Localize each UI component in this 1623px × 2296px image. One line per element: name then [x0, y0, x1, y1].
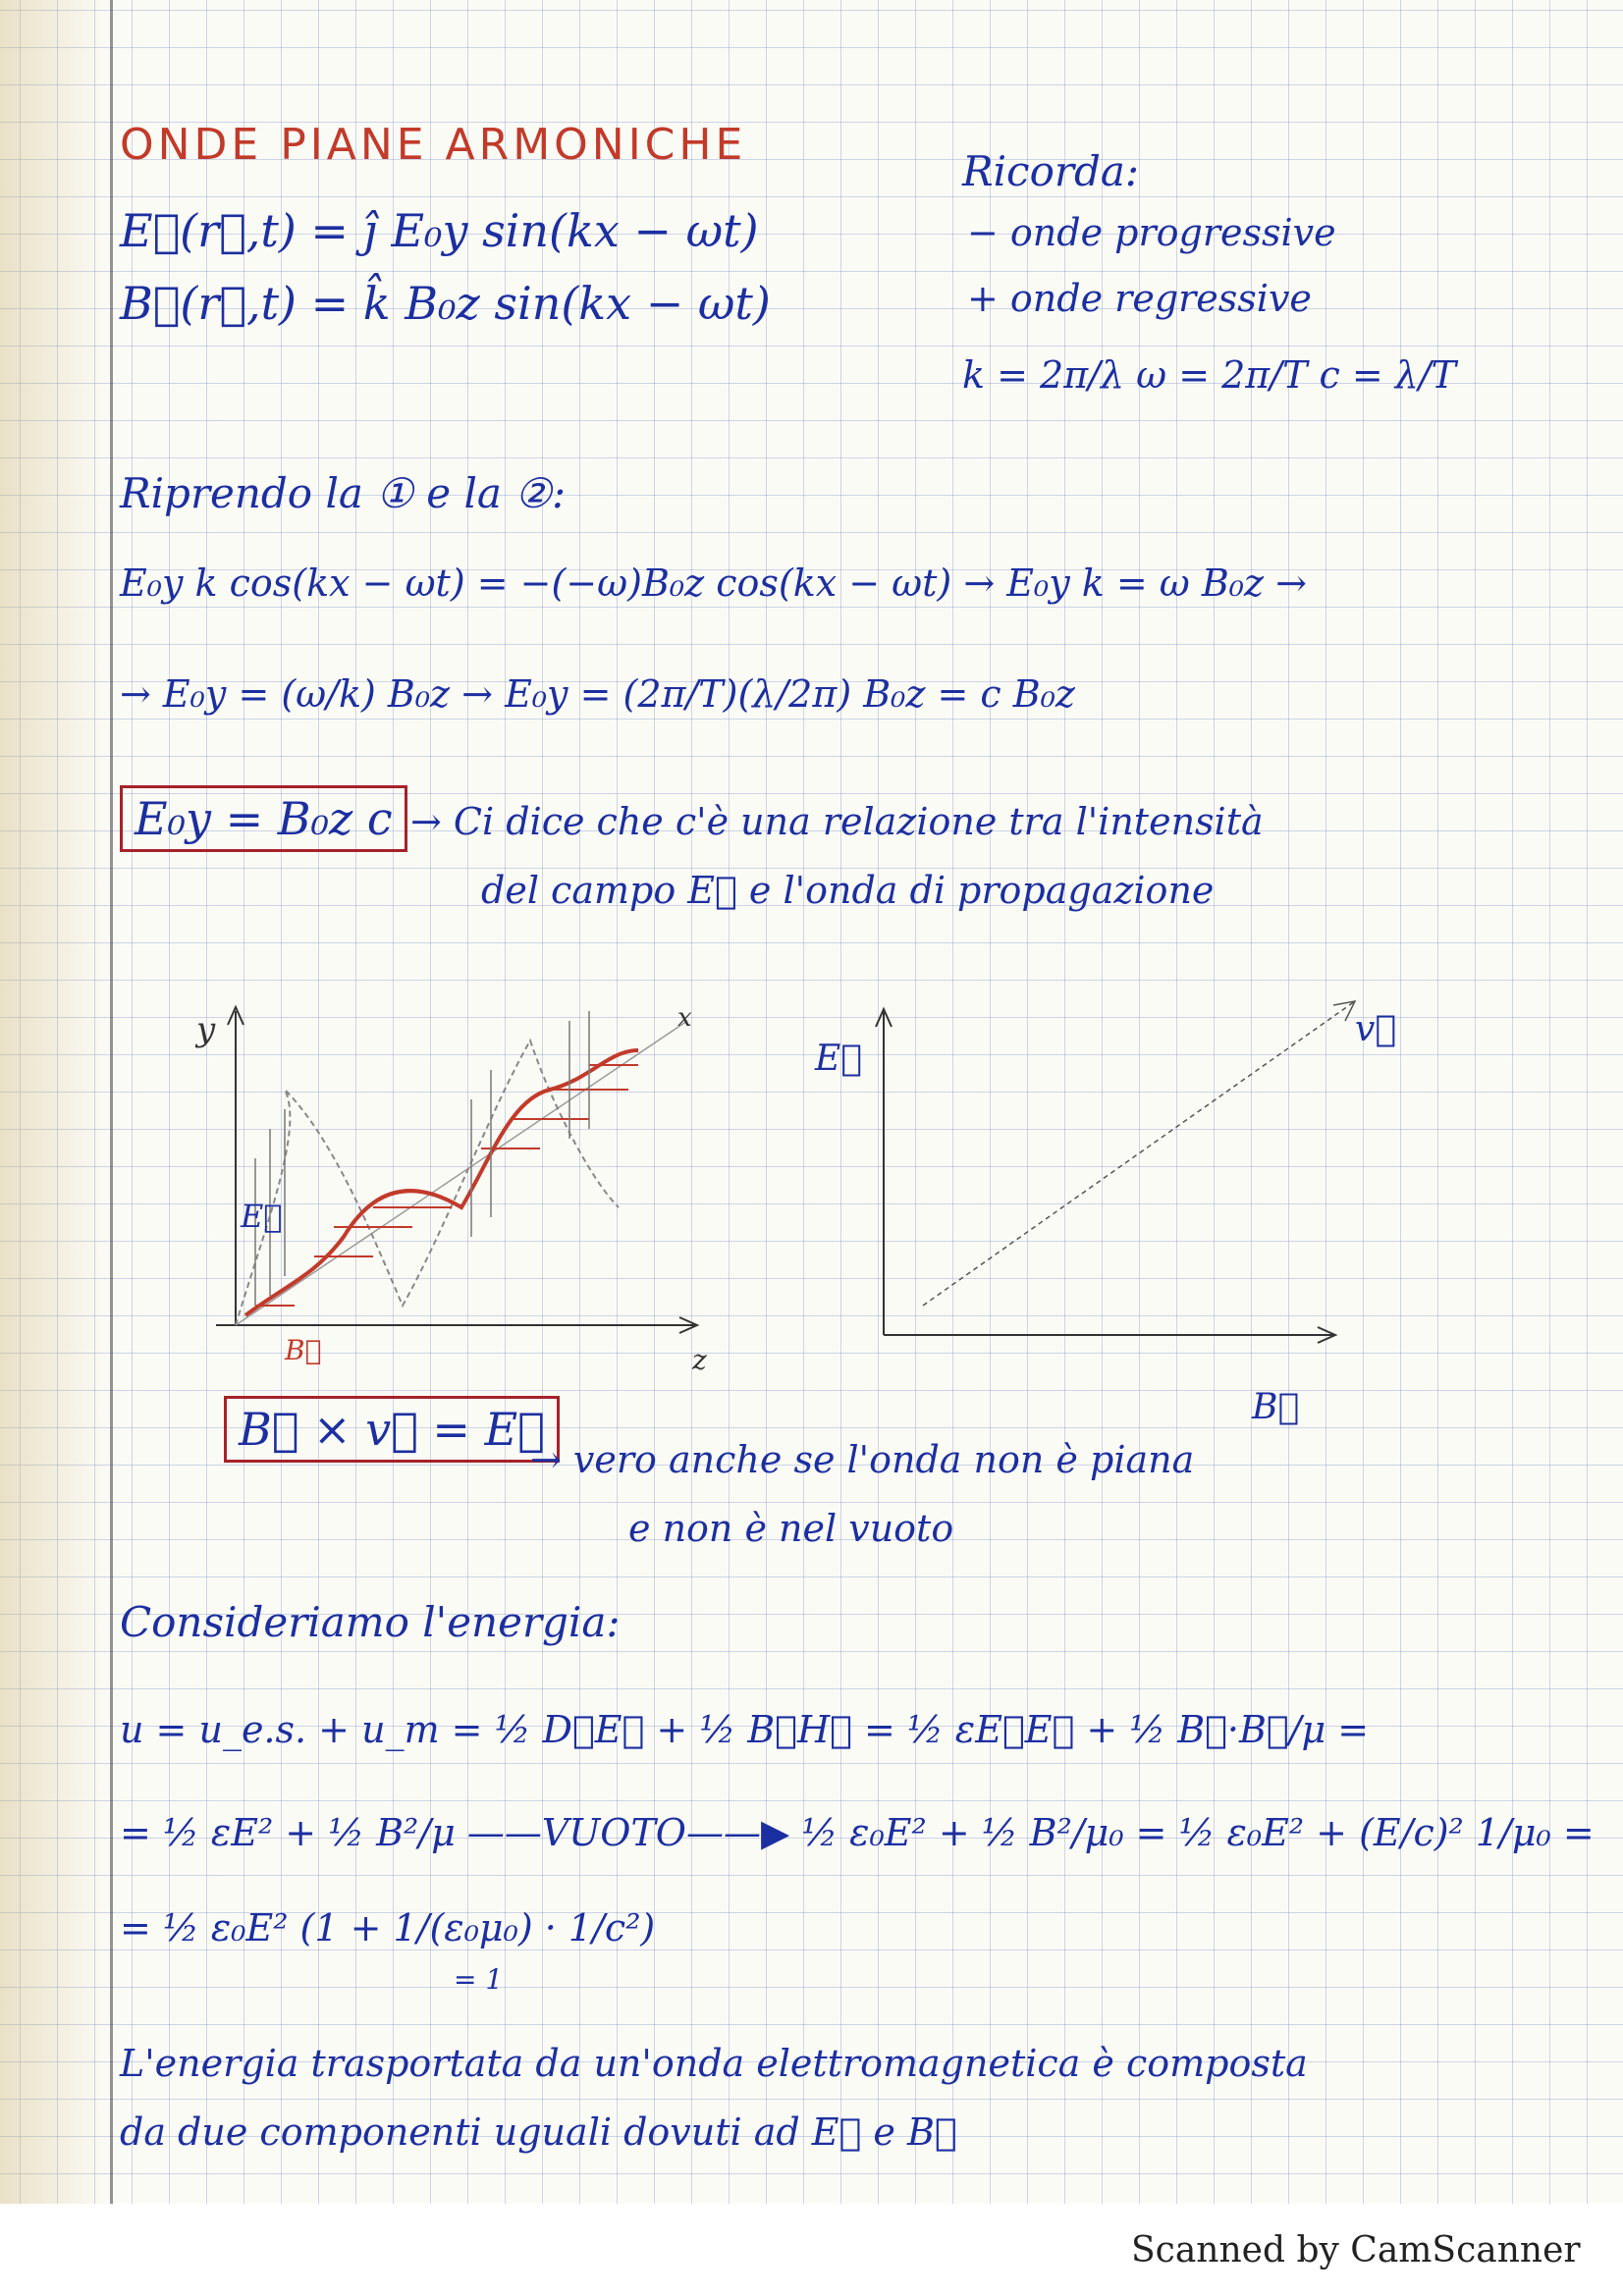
b-axis-label: B⃗	[1252, 1387, 1300, 1427]
b-vector-label: B⃗	[285, 1334, 322, 1366]
ricorda-heading: Ricorda:	[962, 147, 1140, 195]
derivation-line-1: E₀y k cos(kx − ωt) = −(−ω)B₀z cos(kx − ωt) → E₀y k = ω B₀z →	[120, 561, 1307, 605]
v-axis-label: v⃗	[1355, 1009, 1396, 1049]
vector-axes-diagram	[805, 982, 1414, 1443]
riprendo-text: Riprendo la ① e la ②:	[120, 469, 567, 517]
cross-note-line-2: e non è nel vuoto	[628, 1507, 954, 1550]
cross-note-line-1: → vero anche se l'onda non è piana	[530, 1438, 1195, 1481]
energy-line-1: u = u_e.s. + u_m = ½ D⃗E⃗ + ½ B⃗H⃗ = ½ εE⃗E⃗ + ½ B⃗·B⃗/μ =	[120, 1708, 1370, 1751]
energia-heading: Consideriamo l'energia:	[120, 1598, 621, 1646]
page-title: ONDE PIANE ARMONICHE	[120, 120, 747, 170]
v-axis	[923, 1001, 1355, 1306]
energy-line-3: = ½ ε₀E² (1 + 1/(ε₀μ₀) · 1/c²)	[120, 1906, 656, 1949]
e-axis-label: E⃗	[815, 1039, 862, 1079]
ricorda-item-progressive: − onde progressive	[967, 211, 1336, 254]
e-vector-label: E⃗	[241, 1198, 283, 1235]
equation-b-field: B⃗(r⃗,t) = k̂ B₀z sin(kx − ωt)	[120, 277, 771, 330]
conclusion-line-2: da due componenti uguali dovuti ad E⃗ e B⃗	[120, 2110, 957, 2154]
boxed-result: E₀y = B₀z c	[120, 785, 407, 852]
equation-e-field: E⃗(r⃗,t) = ĵ E₀y sin(kx − ωt)	[120, 204, 759, 257]
em-wave-diagram	[177, 982, 727, 1394]
derivation-line-2: → E₀y = (ω/k) B₀z → E₀y = (2π/T)(λ/2π) B₀z = c B₀z	[120, 672, 1075, 716]
page-shadow	[0, 0, 108, 2204]
z-axis-label: z	[692, 1344, 707, 1376]
energy-line-2: = ½ εE² + ½ B²/μ ——VUOTO——▶ ½ ε₀E² + ½ B²/μ₀ = ½ ε₀E² + (E/c)² 1/μ₀ =	[120, 1811, 1595, 1854]
result-note-line-2: del campo E⃗ e l'onda di propagazione	[481, 869, 1215, 912]
ricorda-formulas: k = 2π/λ ω = 2π/T c = λ/T	[962, 353, 1457, 397]
margin-line	[110, 0, 113, 2204]
ricorda-item-regressive: + onde regressive	[967, 277, 1312, 320]
cross-product-box: B⃗ × v⃗ = E⃗	[224, 1396, 560, 1463]
scanner-footer: Scanned by CamScanner	[1131, 2230, 1581, 2270]
underbrace-note: = 1	[454, 1963, 504, 1996]
conclusion-line-1: L'energia trasportata da un'onda elettromagnetica è composta	[120, 2042, 1308, 2085]
result-note-line-1: → Ci dice che c'è una relazione tra l'intensità	[410, 800, 1264, 843]
y-axis-label: y	[196, 1010, 216, 1049]
x-axis	[236, 1021, 687, 1325]
x-axis-label: x	[677, 1003, 692, 1033]
